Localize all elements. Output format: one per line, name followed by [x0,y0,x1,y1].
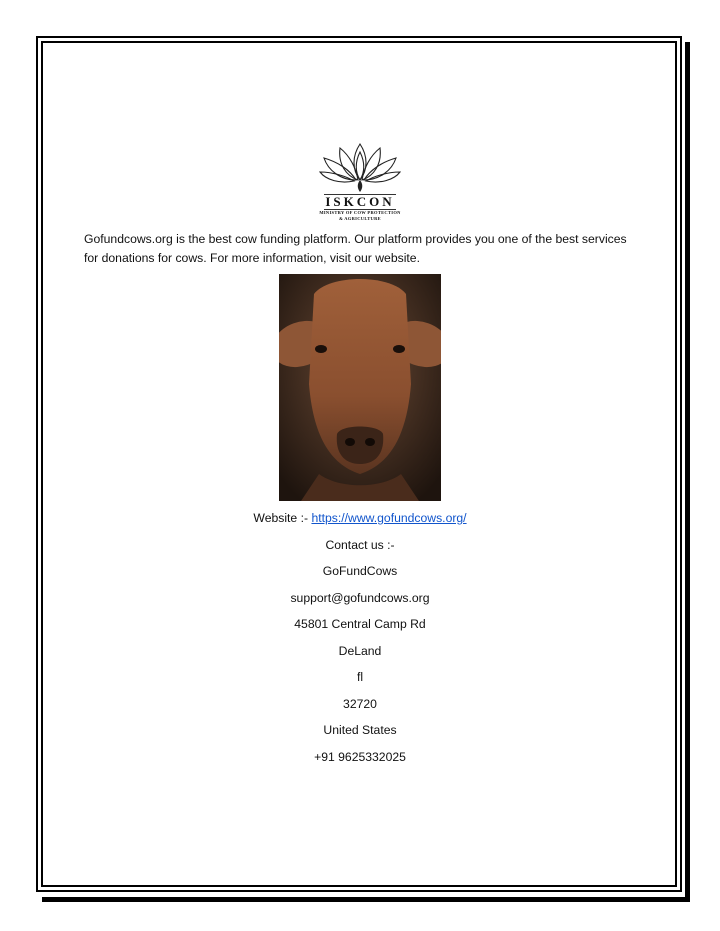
contact-state: fl [356,670,364,684]
logo-tagline-2: & AGRICULTURE [339,215,381,221]
contact-email: support@gofundcows.org [290,591,430,605]
website-link[interactable]: https://www.gofundcows.org/ [311,511,467,525]
contact-name: GoFundCows [322,564,398,578]
contact-phone: +91 9625332025 [314,750,406,764]
contact-street: 45801 Central Camp Rd [294,617,426,631]
intro-paragraph: Gofundcows.org is the best cow funding platform. Our platform provides you one of the best services for donations for cows. For more information, visit our website. [84,232,627,265]
website-label: Website :- [253,511,312,525]
iskcon-logo [318,136,402,222]
logo-tagline-1: MINISTRY OF COW PROTECTION [319,210,401,215]
contact-city: DeLand [338,644,382,658]
contact-zip: 32720 [343,697,377,711]
website-line [84,511,636,525]
logo-brand: ISKCON [325,194,395,209]
lotus-icon [318,136,402,194]
contact-country: United States [323,723,397,737]
cow-photo [279,274,441,501]
contact-heading: Contact us :- [325,538,395,552]
